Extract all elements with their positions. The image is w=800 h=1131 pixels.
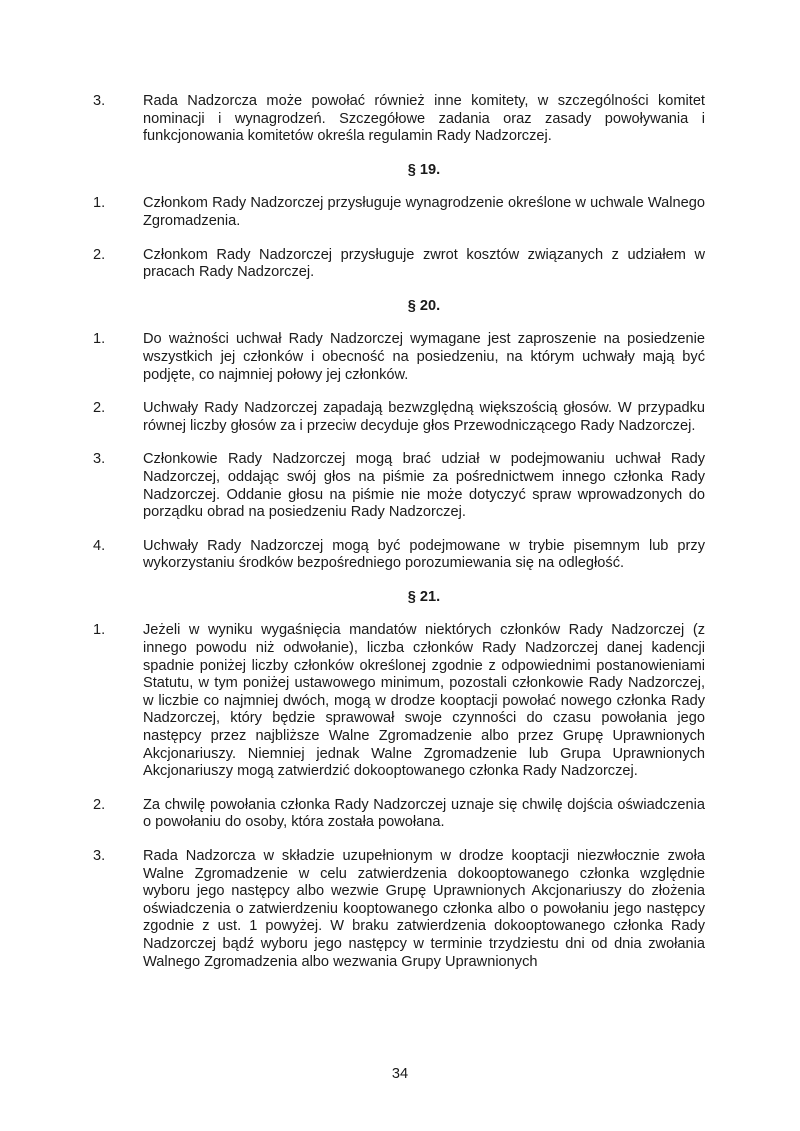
item-text: Członkom Rady Nadzorczej przysługuje zwrot kosztów związanych z udziałem w pracach Rady Nadzorczej. — [143, 246, 705, 281]
item-number: 3. — [93, 848, 106, 864]
item-text: Za chwilę powołania członka Rady Nadzorczej uznaje się chwilę dojścia oświadczenia o powołaniu do osoby, która została powołana. — [143, 796, 705, 831]
paragraph-item — [93, 538, 705, 573]
item-number: 1. — [93, 622, 106, 639]
item-number: 2. — [93, 400, 106, 417]
item-number: 3. — [93, 93, 106, 109]
item-text: Rada Nadzorcza może powołać również inne komitety, w szczególności komitet nominacji i wynagrodzeń. Szczegółowe zadania oraz zasady powoływania i funkcjonowania komitetów określa regulamin Rady Nadzorczej. — [143, 93, 705, 145]
paragraph-item — [93, 622, 705, 780]
item-text: Członkowie Rady Nadzorczej mogą brać udział w podejmowaniu uchwał Rady Nadzorczej, oddając swój głos na piśmie za pośrednictwem innego członka Rady Nadzorczej. Oddanie głosu na piśmie nie może dotyczyć spraw wprowadzonych do porządku obrad na posiedzeniu Rady Nadzorczej. — [143, 451, 705, 521]
item-text: Do ważności uchwał Rady Nadzorczej wymagane jest zaproszenie na posiedzenie wszystkich jej członków i obecność na posiedzeniu, na którym uchwały mają być podjęte, co najmniej połowy jej członków. — [143, 331, 705, 383]
paragraph-item — [93, 797, 705, 832]
item-text: Jeżeli w wyniku wygaśnięcia mandatów niektórych członków Rady Nadzorczej (z innego powodu niż odwołanie), liczba członków Rady Nadzorczej danej kadencji spadnie poniżej liczby członków określonej zgodnie z odpowiednimi postanowieniami Statutu, w tym poniżej ustawowego minimum, pozostali członkowie Rady Nadzorczej, w liczbie co najmniej dwóch, mogą w drodze kooptacji powołać nowego członka Rady Nadzorczej, który będzie sprawował swoje czynności do czasu powołania jego następcy przez najbliższe Walne Zgromadzenie albo przez Grupę Uprawnionych Akcjonariuszy. Niemniej jednak Walne Zgromadzenie lub Grupa Uprawnionych Akcjonariuszy mogą zatwierdzić dokooptowanego członka Rady Nadzorczej. — [143, 622, 705, 780]
item-number: 3. — [93, 451, 106, 468]
section-heading: § 20. — [407, 297, 441, 314]
item-number: 1. — [93, 195, 106, 212]
paragraph-item — [93, 331, 705, 384]
section-heading: § 21. — [407, 588, 441, 605]
page-number: 34 — [391, 1066, 409, 1082]
page-content — [93, 93, 705, 987]
paragraph-item — [93, 247, 705, 282]
paragraph-item — [93, 451, 705, 521]
item-number: 1. — [93, 331, 106, 348]
item-text: Uchwały Rady Nadzorczej mogą być podejmowane w trybie pisemnym lub przy wykorzystaniu środków bezpośredniego porozumiewania się na odległość. — [143, 537, 705, 572]
paragraph-item — [93, 93, 705, 146]
paragraph-item — [93, 400, 705, 435]
item-number: 2. — [93, 796, 106, 813]
paragraph-item — [93, 848, 705, 971]
item-number: 2. — [93, 246, 106, 263]
paragraph-item — [93, 195, 705, 230]
item-text: Rada Nadzorcza w składzie uzupełnionym w drodze kooptacji niezwłocznie zwoła Walne Zgromadzenie w celu zatwierdzenia dokooptowanego członka względnie wyboru jego następcy albo wezwie Grupę Uprawnionych Akcjonariuszy do złożenia oświadczenia o zatwierdzeniu kooptowanego członka albo o powołaniu jego następcy zgodnie z ust. 1 powyżej. W braku zatwierdzenia dokooptowanego członka Rady Nadzorczej bądź wyboru jego następcy w terminie trzydziestu dni od dnia zwołania Walnego Zgromadzenia albo wezwania Grupy Uprawnionych — [143, 848, 705, 970]
section-heading: § 19. — [407, 161, 441, 178]
item-text: Członkom Rady Nadzorczej przysługuje wynagrodzenie określone w uchwale Walnego Zgromadzenia. — [143, 195, 705, 229]
item-text: Uchwały Rady Nadzorczej zapadają bezwzględną większością głosów. W przypadku równej liczby głosów za i przeciw decyduje głos Przewodniczącego Rady Nadzorczej. — [143, 400, 705, 434]
item-number: 4. — [93, 537, 106, 554]
